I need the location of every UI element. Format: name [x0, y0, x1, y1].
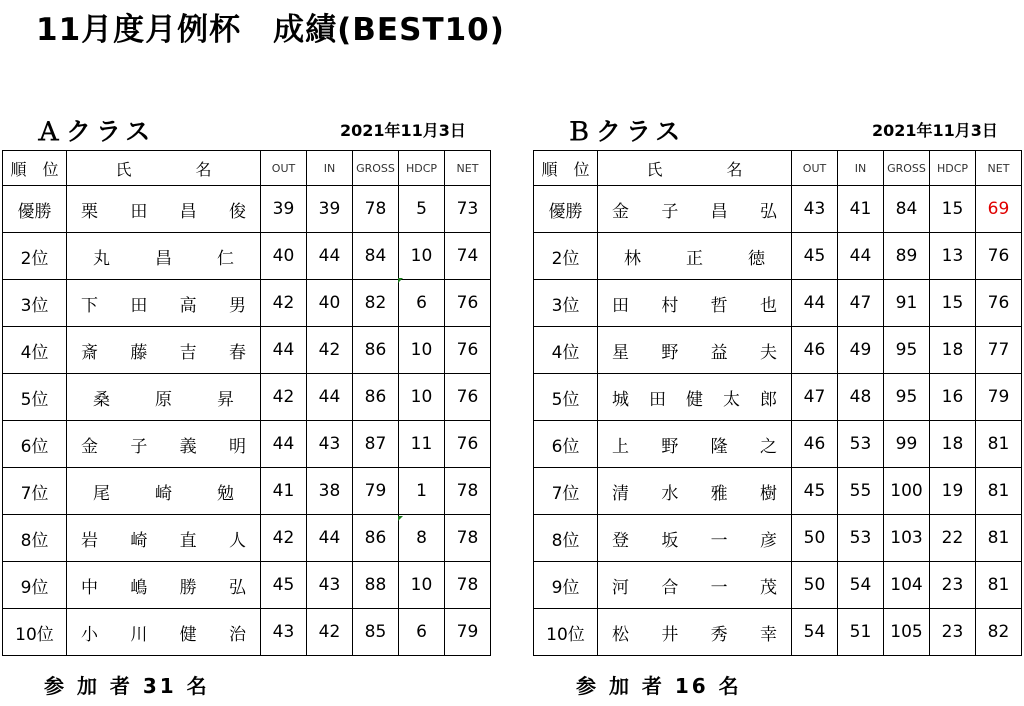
- name-cell: 小川健治: [67, 609, 261, 656]
- net-cell: 78: [445, 515, 491, 562]
- net-cell: 76: [445, 421, 491, 468]
- in-cell: 42: [307, 327, 353, 374]
- in-cell: 44: [838, 233, 884, 280]
- rank-cell: 4位: [3, 327, 67, 374]
- table-header-row: [534, 151, 1022, 186]
- net-cell: 78: [445, 562, 491, 609]
- gross-cell: 99: [884, 421, 930, 468]
- rank-cell: 優勝: [534, 186, 598, 233]
- rank-cell: 3位: [3, 280, 67, 327]
- hdcp-cell: 10: [399, 327, 445, 374]
- in-cell: 40: [307, 280, 353, 327]
- gross-cell: 95: [884, 327, 930, 374]
- out-cell: 42: [261, 280, 307, 327]
- gross-cell: 100: [884, 468, 930, 515]
- table-row: [534, 233, 1022, 280]
- rank-cell: 5位: [3, 374, 67, 421]
- table-row: [534, 280, 1022, 327]
- net-cell: 79: [976, 374, 1022, 421]
- name-cell: 丸昌仁: [67, 233, 261, 280]
- net-cell: 81: [976, 421, 1022, 468]
- net-cell: 76: [445, 374, 491, 421]
- net-cell: 81: [976, 468, 1022, 515]
- net-cell: 73: [445, 186, 491, 233]
- gross-cell: 79: [353, 468, 399, 515]
- out-cell: 46: [792, 327, 838, 374]
- name-cell: 清水雅樹: [598, 468, 792, 515]
- hdcp-cell: 19: [930, 468, 976, 515]
- class-a-results-table: [2, 150, 491, 656]
- name-cell: 松井秀幸: [598, 609, 792, 656]
- in-cell: 47: [838, 280, 884, 327]
- name-cell: 斎藤吉春: [67, 327, 261, 374]
- hdcp-cell: 22: [930, 515, 976, 562]
- table-row: [3, 421, 491, 468]
- hdcp-cell: 6: [399, 280, 445, 327]
- in-cell: 38: [307, 468, 353, 515]
- table-row: [534, 421, 1022, 468]
- out-cell: 42: [261, 374, 307, 421]
- name-cell: 林正徳: [598, 233, 792, 280]
- rank-cell: 優勝: [3, 186, 67, 233]
- gross-cell: 95: [884, 374, 930, 421]
- out-cell: 44: [792, 280, 838, 327]
- rank-cell: 6位: [3, 421, 67, 468]
- table-row: [3, 327, 491, 374]
- name-cell: 尾崎勉: [67, 468, 261, 515]
- out-cell: 39: [261, 186, 307, 233]
- class-b-date: 2021年11月3日: [872, 121, 998, 140]
- gross-cell: 88: [353, 562, 399, 609]
- net-cell: 77: [976, 327, 1022, 374]
- net-cell: 74: [445, 233, 491, 280]
- net-cell: 78: [445, 468, 491, 515]
- gross-cell: 91: [884, 280, 930, 327]
- out-cell: 46: [792, 421, 838, 468]
- rank-cell: 7位: [3, 468, 67, 515]
- table-row: [3, 186, 491, 233]
- name-cell: 城田健太郎: [598, 374, 792, 421]
- gross-cell: 84: [353, 233, 399, 280]
- header-hdcp: HDCP: [930, 151, 976, 186]
- header-in: IN: [307, 151, 353, 186]
- out-cell: 45: [261, 562, 307, 609]
- out-cell: 54: [792, 609, 838, 656]
- net-cell: 81: [976, 562, 1022, 609]
- header-in: IN: [838, 151, 884, 186]
- in-cell: 53: [838, 421, 884, 468]
- name-cell: 下田高男: [67, 280, 261, 327]
- rank-cell: 10位: [3, 609, 67, 656]
- in-cell: 44: [307, 374, 353, 421]
- name-cell: 中嶋勝弘: [67, 562, 261, 609]
- rank-cell: 9位: [534, 562, 598, 609]
- table-row: [3, 468, 491, 515]
- name-cell: 桑原昇: [67, 374, 261, 421]
- name-cell: 河合一茂: [598, 562, 792, 609]
- net-cell: 76: [445, 327, 491, 374]
- gross-cell: 86: [353, 327, 399, 374]
- in-cell: 42: [307, 609, 353, 656]
- table-row: [3, 280, 491, 327]
- out-cell: 44: [261, 421, 307, 468]
- name-cell: 田村哲也: [598, 280, 792, 327]
- hdcp-cell: 13: [930, 233, 976, 280]
- gross-cell: 103: [884, 515, 930, 562]
- gross-cell: 105: [884, 609, 930, 656]
- class-a-participants: 参 加 者 31 名: [44, 674, 210, 698]
- hdcp-cell: 23: [930, 609, 976, 656]
- rank-cell: 4位: [534, 327, 598, 374]
- hdcp-cell: 16: [930, 374, 976, 421]
- gross-cell: 78: [353, 186, 399, 233]
- class-b-rows: [534, 186, 1022, 656]
- gross-cell: 86: [353, 515, 399, 562]
- header-net: NET: [976, 151, 1022, 186]
- hdcp-cell: 11: [399, 421, 445, 468]
- hdcp-cell: 1: [399, 468, 445, 515]
- out-cell: 50: [792, 562, 838, 609]
- name-cell: 栗田昌俊: [67, 186, 261, 233]
- header-rank: 順 位: [3, 151, 67, 186]
- rank-cell: 8位: [3, 515, 67, 562]
- class-a-label: Ａクラス: [36, 117, 156, 146]
- hdcp-cell: 10: [399, 562, 445, 609]
- class-b-label: Ｂクラス: [566, 117, 686, 146]
- in-cell: 43: [307, 421, 353, 468]
- out-cell: 45: [792, 468, 838, 515]
- in-cell: 53: [838, 515, 884, 562]
- in-cell: 41: [838, 186, 884, 233]
- name-cell: 金子昌弘: [598, 186, 792, 233]
- gross-cell: 87: [353, 421, 399, 468]
- header-out: OUT: [792, 151, 838, 186]
- out-cell: 43: [792, 186, 838, 233]
- rank-cell: 6位: [534, 421, 598, 468]
- rank-cell: 10位: [534, 609, 598, 656]
- header-net: NET: [445, 151, 491, 186]
- table-header-row: [3, 151, 491, 186]
- hdcp-cell: 15: [930, 280, 976, 327]
- header-name: 氏 名: [598, 151, 792, 186]
- rank-cell: 3位: [534, 280, 598, 327]
- net-cell: 81: [976, 515, 1022, 562]
- rank-cell: 7位: [534, 468, 598, 515]
- hdcp-cell: 18: [930, 421, 976, 468]
- out-cell: 50: [792, 515, 838, 562]
- class-a-date: 2021年11月3日: [340, 121, 466, 140]
- header-gross: GROSS: [353, 151, 399, 186]
- rank-cell: 9位: [3, 562, 67, 609]
- hdcp-cell: 5: [399, 186, 445, 233]
- hdcp-cell: 15: [930, 186, 976, 233]
- hdcp-cell: 8: [399, 515, 445, 562]
- in-cell: 44: [307, 233, 353, 280]
- net-cell: 76: [445, 280, 491, 327]
- net-cell: 82: [976, 609, 1022, 656]
- class-b-results-table: [533, 150, 1022, 656]
- table-row: [3, 374, 491, 421]
- table-row: [534, 186, 1022, 233]
- hdcp-cell: 23: [930, 562, 976, 609]
- class-a-rows: [3, 186, 491, 656]
- in-cell: 54: [838, 562, 884, 609]
- table-row: [534, 374, 1022, 421]
- net-cell: 69: [976, 186, 1022, 233]
- out-cell: 42: [261, 515, 307, 562]
- gross-cell: 104: [884, 562, 930, 609]
- hdcp-cell: 6: [399, 609, 445, 656]
- page-title: 11月度月例杯 成績(BEST10): [36, 12, 505, 48]
- name-cell: 登坂一彦: [598, 515, 792, 562]
- table-row: [3, 515, 491, 562]
- table-row: [534, 562, 1022, 609]
- in-cell: 39: [307, 186, 353, 233]
- rank-cell: 5位: [534, 374, 598, 421]
- out-cell: 41: [261, 468, 307, 515]
- in-cell: 51: [838, 609, 884, 656]
- out-cell: 44: [261, 327, 307, 374]
- gross-cell: 84: [884, 186, 930, 233]
- name-cell: 金子義明: [67, 421, 261, 468]
- out-cell: 40: [261, 233, 307, 280]
- table-row: [534, 609, 1022, 656]
- net-cell: 76: [976, 233, 1022, 280]
- rank-cell: 2位: [534, 233, 598, 280]
- comment-marker-icon: [398, 516, 403, 521]
- gross-cell: 86: [353, 374, 399, 421]
- gross-cell: 85: [353, 609, 399, 656]
- table-row: [3, 609, 491, 656]
- table-row: [3, 562, 491, 609]
- in-cell: 48: [838, 374, 884, 421]
- in-cell: 55: [838, 468, 884, 515]
- gross-cell: 89: [884, 233, 930, 280]
- class-b-participants: 参 加 者 16 名: [576, 674, 742, 698]
- name-cell: 岩崎直人: [67, 515, 261, 562]
- gross-cell: 82: [353, 280, 399, 327]
- in-cell: 49: [838, 327, 884, 374]
- header-rank: 順 位: [534, 151, 598, 186]
- out-cell: 47: [792, 374, 838, 421]
- header-name: 氏 名: [67, 151, 261, 186]
- comment-marker-icon: [398, 278, 403, 283]
- table-row: [3, 233, 491, 280]
- in-cell: 44: [307, 515, 353, 562]
- net-cell: 76: [976, 280, 1022, 327]
- hdcp-cell: 18: [930, 327, 976, 374]
- header-hdcp: HDCP: [399, 151, 445, 186]
- rank-cell: 2位: [3, 233, 67, 280]
- table-row: [534, 515, 1022, 562]
- header-gross: GROSS: [884, 151, 930, 186]
- out-cell: 43: [261, 609, 307, 656]
- header-out: OUT: [261, 151, 307, 186]
- table-row: [534, 468, 1022, 515]
- rank-cell: 8位: [534, 515, 598, 562]
- name-cell: 星野益夫: [598, 327, 792, 374]
- table-row: [534, 327, 1022, 374]
- hdcp-cell: 10: [399, 233, 445, 280]
- net-cell: 79: [445, 609, 491, 656]
- out-cell: 45: [792, 233, 838, 280]
- name-cell: 上野隆之: [598, 421, 792, 468]
- hdcp-cell: 10: [399, 374, 445, 421]
- in-cell: 43: [307, 562, 353, 609]
